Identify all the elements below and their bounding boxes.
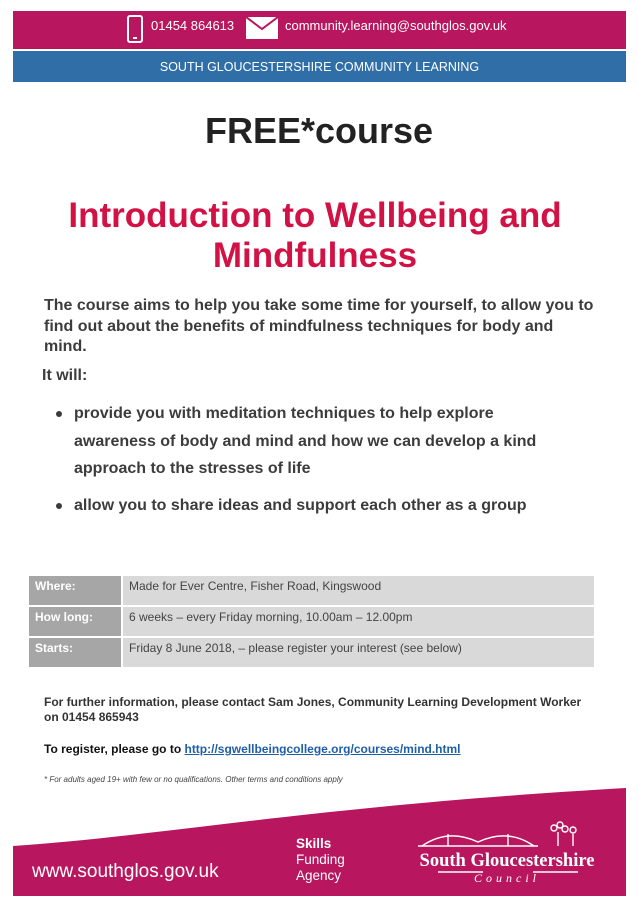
org-banner: SOUTH GLOUCESTERSHIRE COMMUNITY LEARNING [13, 51, 626, 82]
council-name: South Gloucestershire [419, 851, 595, 871]
bullet-text: allow you to share ideas and support each other as a group [74, 496, 527, 514]
it-will-label: It will: [42, 367, 88, 384]
table-row [29, 637, 594, 668]
register-line [44, 742, 461, 756]
footnote: * For adults aged 19+ with few or no qualifications. Other terms and conditions apply [44, 775, 343, 784]
council-subtitle: Council [474, 871, 540, 885]
intro-paragraph: The course aims to help you take some time for yourself, to allow you to find out about the benefits of mindfulness techniques for body and mind. [44, 297, 594, 355]
row-value: Friday 8 June 2018, – please register your interest (see below) [122, 637, 594, 668]
course-title: Introduction to Wellbeing and Mindfulness [68, 196, 562, 275]
list-item [56, 400, 546, 483]
website-link[interactable]: www.southglos.gov.uk [32, 861, 219, 882]
mail-icon [246, 17, 278, 39]
bullet-text: provide you with meditation techniques to help explore awareness of body and mind and how we can develop a kind approach to the stresses of life [74, 405, 537, 477]
sfa-line: Skills [296, 836, 332, 851]
row-value: 6 weeks – every Friday morning, 10.00am – 12.00pm [122, 606, 594, 637]
sfa-line: Funding [296, 852, 345, 867]
further-info: For further information, please contact Sam Jones, Community Learning Development Worker on 01454 865943 [44, 695, 582, 724]
row-label: Where: [29, 576, 122, 606]
sfa-line: Agency [296, 868, 342, 883]
phone-icon [127, 15, 143, 43]
list-item [56, 492, 546, 520]
contact-bar [13, 11, 626, 49]
bullet-icon [56, 411, 62, 417]
table-row [29, 606, 594, 637]
bullet-icon [56, 503, 62, 509]
benefit-list [56, 400, 546, 528]
email-address[interactable]: community.learning@southglos.gov.uk [285, 18, 507, 33]
course-details-table [29, 576, 594, 669]
table-row [29, 576, 594, 606]
row-value: Made for Ever Centre, Fisher Road, Kingswood [122, 576, 594, 606]
register-prefix: To register, please go to [44, 742, 185, 756]
row-label: How long: [29, 606, 122, 637]
phone-number[interactable]: 01454 864613 [151, 18, 235, 33]
sfa-logo [296, 836, 345, 884]
headline: FREE*course [204, 110, 434, 151]
row-label: Starts: [29, 637, 122, 668]
register-link[interactable]: http://sgwellbeingcollege.org/courses/mind.html [184, 742, 461, 756]
